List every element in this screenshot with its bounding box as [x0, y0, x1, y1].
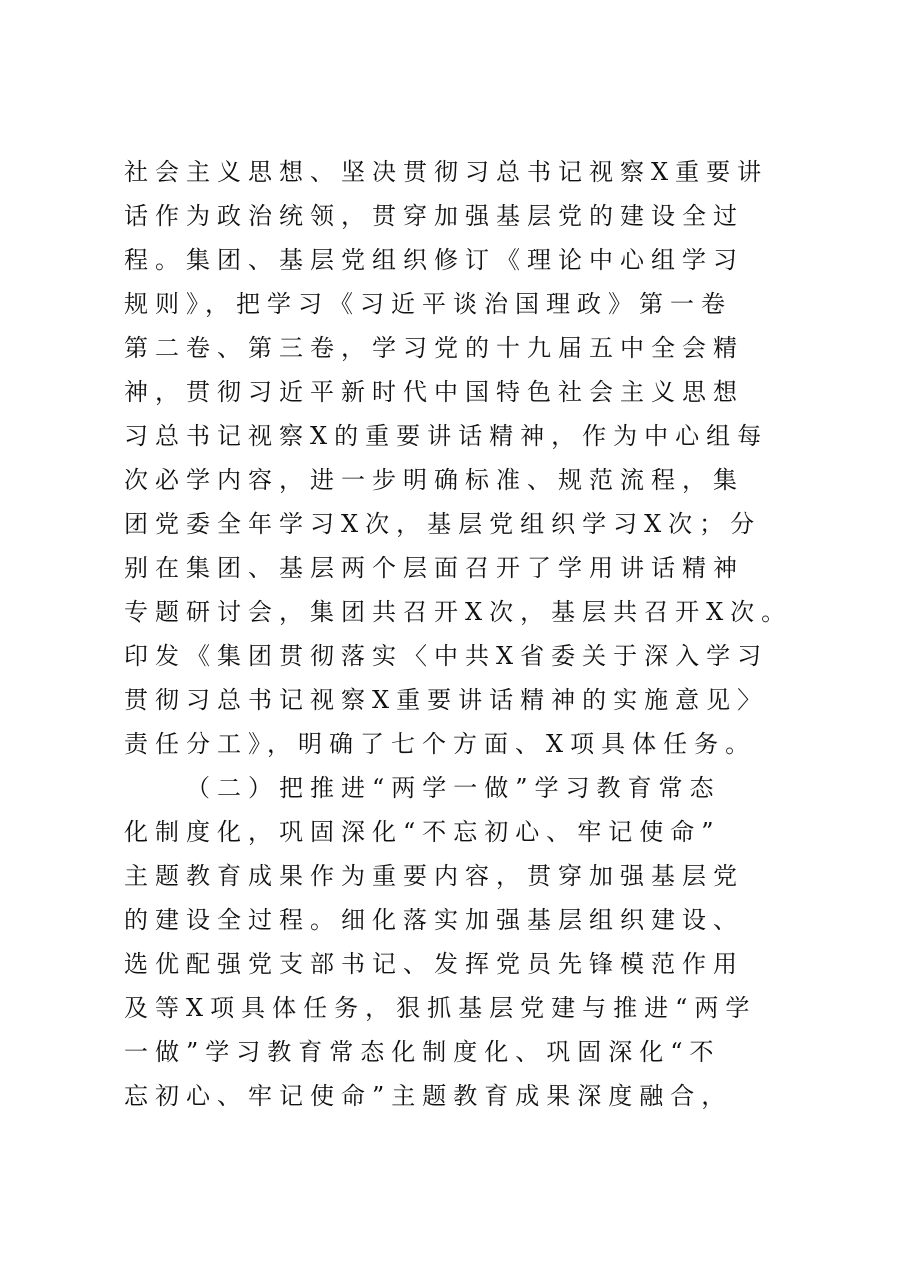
text-line: 一做”学习教育常态化制度化、巩固深化“不 [124, 1038, 721, 1066]
text-line: 次必学内容，进一步明确标准、规范流程，集 [124, 466, 744, 494]
text-line: 团党委全年学习X次，基层党组织学习X次；分 [124, 510, 762, 538]
text-line: 化制度化，巩固深化“不忘初心、牢记使命” [124, 818, 721, 846]
text-line: 习总书记视察X的重要讲话精神，作为中心组每 [124, 422, 769, 450]
text-line: 程。集团、基层党组织修订《理论中心组学习 [124, 246, 744, 274]
text-line: 第二卷、第三卷，学习党的十九届五中全会精 [124, 334, 744, 362]
text-line: 规则》，把学习《习近平谈治国理政》第一卷 [124, 290, 732, 318]
text-line: 印发《集团贯彻落实〈中共X省委关于深入学习 [124, 642, 769, 670]
text-line: 社会主义思想、坚决贯彻习总书记视察X重要讲 [124, 158, 769, 186]
text-line: 贯彻习总书记视察X重要讲话精神的实施意见〉 [124, 686, 769, 714]
text-line: 的建设全过程。细化落实加强基层组织建设、 [124, 906, 744, 934]
body-text [124, 150, 804, 1118]
text-line: 选优配强党支部书记、发挥党员先锋模范作用 [124, 950, 744, 978]
text-line: 别在集团、基层两个层面召开了学用讲话精神 [124, 554, 744, 582]
text-line: 神，贯彻习近平新时代中国特色社会主义思想 [124, 378, 744, 406]
text-line: 忘初心、牢记使命”主题教育成果深度融合， [124, 1082, 733, 1110]
text-line: 主题教育成果作为重要内容，贯穿加强基层党 [124, 862, 744, 890]
section-heading-line: （二）把推进“两学一做”学习教育常态 [186, 774, 721, 802]
text-line: 话作为政治统领，贯穿加强基层党的建设全过 [124, 202, 744, 230]
text-line: 专题研讨会，集团共召开X次，基层共召开X次。 [124, 598, 793, 626]
text-line: 责任分工》，明确了七个方面、X项具体任务。 [124, 730, 757, 758]
text-line: 及等X项具体任务，狠抓基层党建与推进“两学 [124, 994, 757, 1022]
